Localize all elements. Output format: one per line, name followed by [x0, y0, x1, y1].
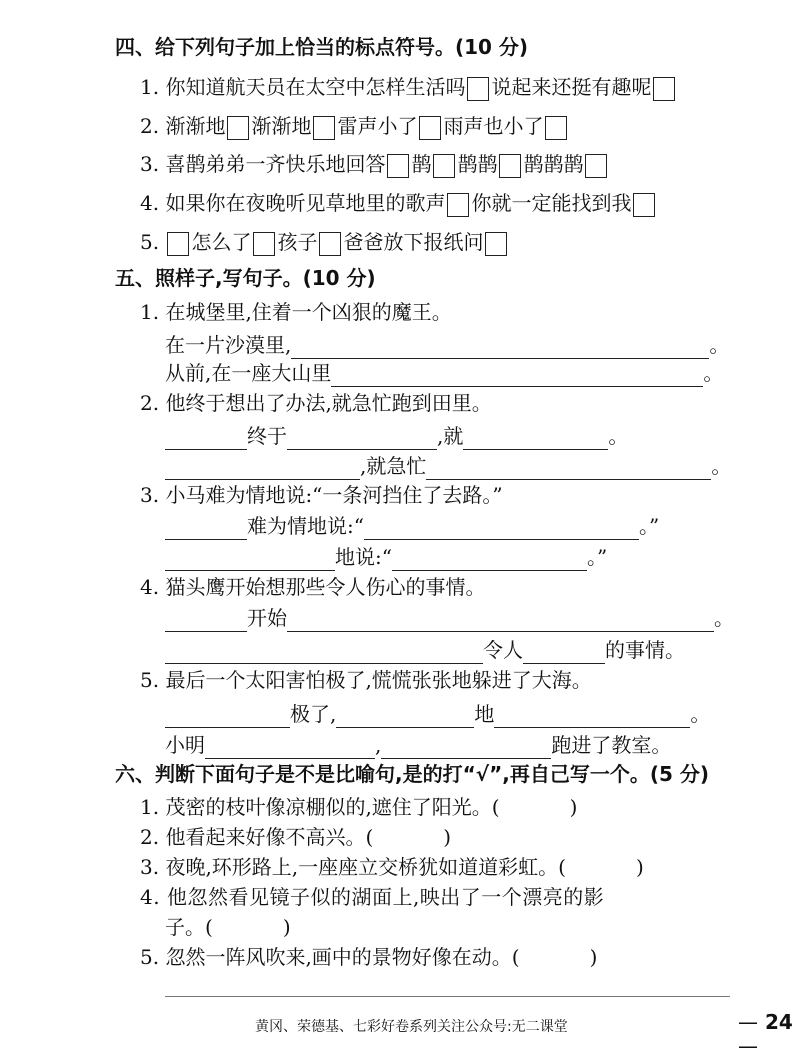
question-text: 5. 忽然一阵风吹来,画中的景物好像在动。( — [140, 945, 520, 969]
section-5-title: 五、照样子,写句子。(10 分) — [115, 266, 376, 290]
question-text: 2. 他看起来好像不高兴。( — [140, 825, 374, 849]
answer-box[interactable] — [313, 116, 335, 140]
answer-blank[interactable] — [291, 336, 709, 359]
period: 。 — [709, 333, 730, 357]
s5-q4-example: 4. 猫头鹰开始想那些令人伤心的事情。 — [140, 575, 486, 599]
answer-box[interactable] — [387, 154, 409, 178]
question-text: 3. 夜晚,环形路上,一座座立交桥犹如道道彩虹。( — [140, 855, 566, 879]
prompt-text: 令人 — [483, 638, 523, 662]
prompt-text: 极了, — [290, 702, 337, 726]
s5-q1-example: 1. 在城堡里,住着一个凶狠的魔王。 — [140, 300, 452, 324]
answer-box[interactable] — [227, 116, 249, 140]
s5-q2-example: 2. 他终于想出了办法,就急忙跑到田里。 — [140, 391, 492, 415]
period: 。 — [714, 606, 734, 630]
closing-quote: 。” — [638, 514, 660, 538]
s6-q4a: 4. 他忽然看见镜子似的湖面上,映出了一个漂亮的影 — [140, 885, 605, 909]
period: 。 — [690, 702, 711, 726]
answer-blank[interactable] — [494, 705, 690, 728]
s6-q4b — [165, 913, 291, 941]
s5-q5-a — [165, 700, 710, 728]
answer-blank[interactable] — [381, 736, 551, 759]
s5-q4-a — [165, 604, 734, 632]
answer-box[interactable] — [467, 77, 489, 101]
section-6-title: 六、判断下面句子是不是比喻句,是的打“√”,再自己写一个。(5 分) — [115, 762, 709, 786]
prompt-text: , — [375, 733, 382, 757]
footer-text: 黄冈、荣德基、七彩好卷系列关注公众号:无二课堂 — [255, 1019, 568, 1035]
answer-blank[interactable] — [165, 517, 247, 540]
s4-q3-text-c: 鹊鹊 — [457, 152, 498, 176]
s4-q5-num: 5. — [140, 230, 160, 254]
answer-blank[interactable] — [392, 548, 587, 571]
answer-box[interactable] — [653, 77, 675, 101]
page-number-value: 24 — [764, 1010, 793, 1034]
prompt-text: 小明 — [165, 733, 205, 757]
s4-q2-text-b: 渐渐地 — [251, 114, 312, 138]
s4-q2 — [140, 112, 569, 140]
close-paren: ) — [589, 945, 598, 969]
close-paren: ) — [282, 915, 291, 939]
s4-q2-text-a: 2. 渐渐地 — [140, 114, 226, 138]
answer-blank[interactable] — [165, 705, 290, 728]
s6-q2 — [140, 823, 451, 851]
answer-box[interactable] — [499, 154, 521, 178]
period: 。 — [608, 424, 629, 448]
s4-q2-text-d: 雨声也小了 — [443, 114, 544, 138]
answer-blank[interactable] — [205, 736, 375, 759]
closing-quote: 。” — [586, 545, 608, 569]
answer-blank[interactable] — [336, 705, 474, 728]
page-dash-right: — — [738, 1034, 758, 1058]
prompt-text: 终于 — [247, 424, 287, 448]
s5-q3-example: 3. 小马难为情地说:“一条河挡住了去路。” — [140, 483, 503, 507]
s4-q2-text-c: 雷声小了 — [337, 114, 418, 138]
answer-blank[interactable] — [523, 641, 605, 664]
answer-box[interactable] — [319, 232, 341, 256]
prompt-text: 在一片沙漠里, — [165, 333, 292, 357]
period: 。 — [711, 454, 732, 478]
s6-q3 — [140, 853, 644, 881]
footer-divider — [165, 996, 730, 997]
s4-q3-text-a: 3. 喜鹊弟弟一齐快乐地回答 — [140, 152, 386, 176]
s4-q4-text-b: 你就一定能找到我 — [471, 191, 632, 215]
s4-q3-text-b: 鹊 — [411, 152, 432, 176]
answer-blank[interactable] — [364, 517, 639, 540]
prompt-text: 地 — [474, 702, 495, 726]
page-dash-left: — — [738, 1010, 758, 1034]
answer-blank[interactable] — [463, 427, 608, 450]
answer-box[interactable] — [447, 193, 469, 217]
prompt-text: ,就 — [437, 424, 464, 448]
answer-box[interactable] — [419, 116, 441, 140]
s5-q4-b — [165, 636, 685, 664]
s4-q5-text-c: 爸爸放下报纸问 — [343, 230, 484, 254]
answer-blank[interactable] — [165, 427, 247, 450]
answer-box[interactable] — [253, 232, 275, 256]
section-4-title: 四、给下列句子加上恰当的标点符号。(10 分) — [115, 35, 529, 59]
prompt-text: 的事情。 — [605, 638, 685, 662]
s4-q3 — [140, 150, 609, 178]
answer-blank[interactable] — [165, 641, 483, 664]
s5-q2-b — [165, 452, 731, 480]
s4-q5 — [140, 228, 509, 256]
question-text: 1. 茂密的枝叶像凉棚似的,遮住了阳光。( — [140, 795, 500, 819]
answer-box[interactable] — [167, 232, 189, 256]
s5-q2-a — [165, 422, 628, 450]
close-paren: ) — [569, 795, 578, 819]
prompt-text: 开始 — [247, 606, 287, 630]
s5-q1-a — [165, 331, 729, 359]
answer-box[interactable] — [585, 154, 607, 178]
s4-q5-text-a: 怎么了 — [191, 230, 252, 254]
answer-blank[interactable] — [287, 609, 714, 632]
s4-q4-text-a: 4. 如果你在夜晚听见草地里的歌声 — [140, 191, 446, 215]
s5-q3-b — [165, 543, 607, 571]
close-paren: ) — [635, 855, 644, 879]
answer-blank[interactable] — [165, 548, 335, 571]
answer-box[interactable] — [433, 154, 455, 178]
prompt-text: ,就急忙 — [360, 454, 427, 478]
prompt-text: 难为情地说:“ — [247, 514, 364, 538]
s4-q1-text-b: 说起来还挺有趣呢 — [491, 75, 652, 99]
page-number — [738, 1010, 800, 1058]
s6-q1 — [140, 793, 577, 821]
s5-q5-b — [165, 731, 671, 759]
prompt-text: 地说:“ — [335, 545, 392, 569]
answer-blank[interactable] — [331, 364, 703, 387]
close-paren: ) — [443, 825, 452, 849]
s4-q5-text-b: 孩子 — [277, 230, 318, 254]
prompt-text: 跑进了教室。 — [551, 733, 672, 757]
s4-q1 — [140, 73, 677, 101]
answer-box[interactable] — [545, 116, 567, 140]
answer-blank[interactable] — [426, 457, 711, 480]
s4-q3-text-d: 鹊鹊鹊 — [523, 152, 584, 176]
s6-q5 — [140, 943, 597, 971]
s4-q1-text-a: 1. 你知道航天员在太空中怎样生活吗 — [140, 75, 466, 99]
prompt-text: 从前,在一座大山里 — [165, 361, 332, 385]
s5-q5-example: 5. 最后一个太阳害怕极了,慌慌张张地躲进了大海。 — [140, 668, 592, 692]
period: 。 — [703, 361, 724, 385]
s4-q4 — [140, 189, 657, 217]
answer-blank[interactable] — [287, 427, 437, 450]
s5-q1-b — [165, 359, 723, 387]
answer-box[interactable] — [485, 232, 507, 256]
answer-blank[interactable] — [165, 609, 247, 632]
answer-box[interactable] — [633, 193, 655, 217]
question-text: 子。( — [165, 915, 213, 939]
answer-blank[interactable] — [165, 457, 360, 480]
s5-q3-a — [165, 512, 659, 540]
